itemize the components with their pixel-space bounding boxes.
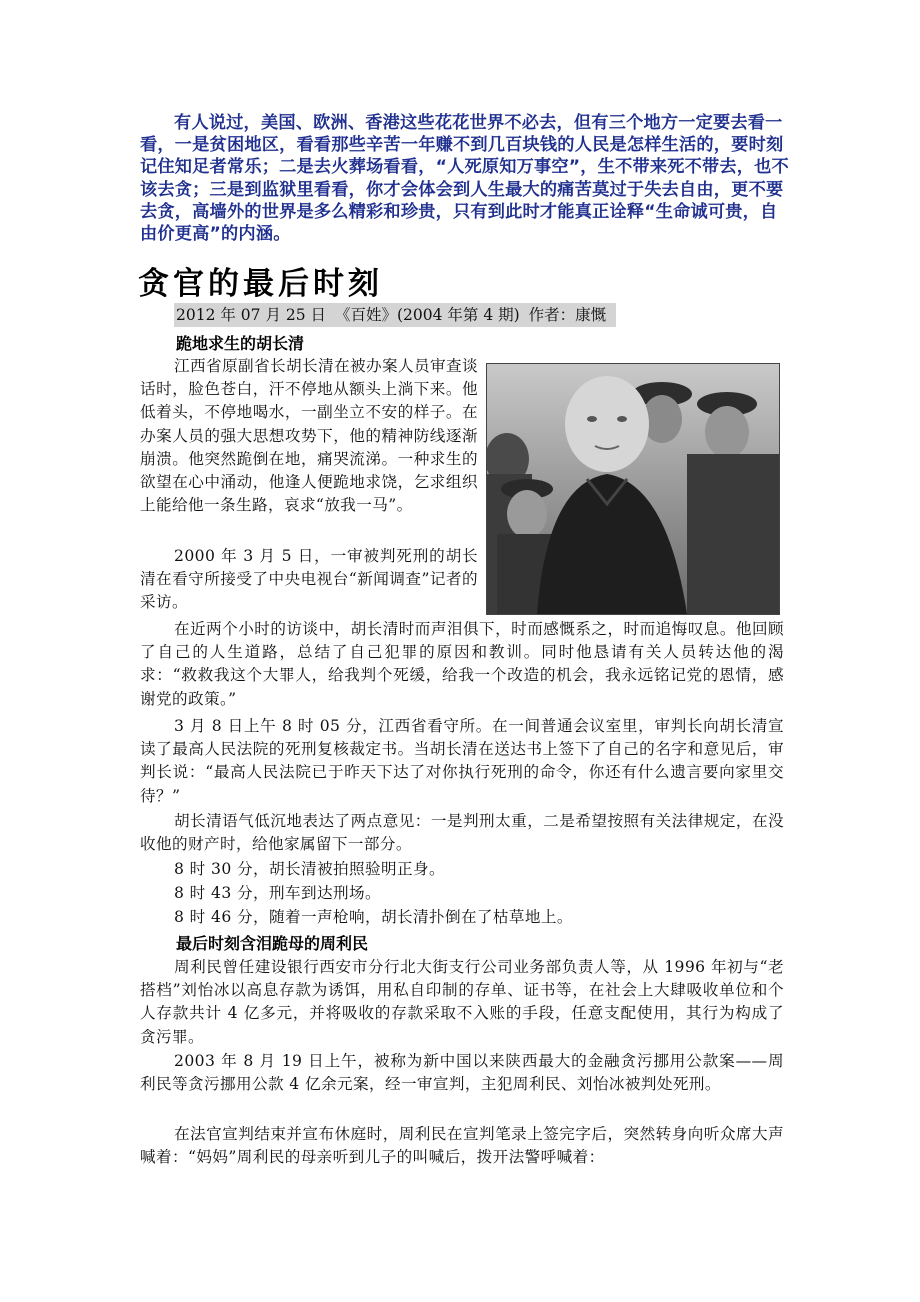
article-source: 《百姓》(2004 年第 4 期)	[334, 306, 520, 324]
paragraph: 8 时 43 分，刑车到达刑场。	[174, 884, 381, 902]
paragraph: 在近两个小时的访谈中，胡长清时而声泪俱下，时而感慨系之，时而追悔叹息。他回顾了自己的人生道路，总结了自己犯罪的原因和教训。同时他恳请有关人员转达他的渴求：“救救我这个大罪人，给我判个死缓，给我一个改造的机会，我永远铭记党的恩情，感谢党的政策。”	[140, 620, 784, 708]
photo-illustration	[487, 364, 779, 614]
paragraph: 江西省原副省长胡长清在被办案人员审查谈话时，脸色苍白，汗不停地从额头上淌下来。他低着头，不停地喝水，一副坐立不安的样子。在办案人员的强大思想攻势下，他的精神防线逐渐崩溃。他突然跪倒在地，痛哭流涕。一种求生的欲望在心中涌动，他逢人便跪地求饶，乞求组织上能给他一条生路，哀求“放我一马”。	[140, 357, 478, 515]
paragraph: 周利民曾任建设银行西安市分行北大街支行公司业务部负责人等，从 1996 年初与“老搭档”刘怡冰以高息存款为诱饵，用私自印制的存单、证书等，在社会上大肆吸收单位和个人存款共计 4 亿多元，并将吸收的存款采取不入账的手段，任意支配使用，其行为构成了贪污罪。	[140, 958, 784, 1046]
article-title: 贪官的最后时刻	[138, 266, 383, 302]
article-date: 2012 年 07 月 25 日	[176, 306, 327, 324]
paragraph: 2003 年 8 月 19 日上午，被称为新中国以来陕西最大的金融贪污挪用公款案——周利民等贪污挪用公款 4 亿余元案，经一审宣判，主犯周利民、刘怡冰被判处死刑。	[140, 1052, 784, 1094]
paragraph: 胡长清语气低沉地表达了两点意见：一是判刑太重，二是希望按照有关法律规定，在没收他的财产时，给他家属留下一部分。	[140, 812, 784, 854]
article-author: 作者：康慨	[528, 306, 607, 324]
section-heading-hu-changqing: 跪地求生的胡长清	[176, 334, 305, 353]
section-heading-zhou-limin: 最后时刻含泪跪母的周利民	[176, 934, 369, 953]
paragraph: 8 时 30 分，胡长清被拍照验明正身。	[174, 860, 445, 878]
intro-paragraph: 有人说过，美国、欧洲、香港这些花花世界不必去，但有三个地方一定要去看一看，一是贫困地区，看看那些辛苦一年赚不到几百块钱的人民是怎样生活的，要时刻记住知足者常乐；二是去火葬场看看，“人死原知万事空”，生不带来死不带去，也不该去贪；三是到监狱里看看，你才会体会到人生最大的痛苦莫过于失去自由，更不要去贪，高墙外的世界是多么精彩和珍贵，只有到此时才能真正诠释“生命诚可贵，自由价更高”的内涵。	[140, 113, 789, 245]
paragraph: 8 时 46 分，随着一声枪响，胡长清扑倒在了枯草地上。	[174, 908, 573, 926]
paragraph: 在法官宣判结束并宣布休庭时，周利民在宣判笔录上签完字后，突然转身向听众席大声喊着：“妈妈”周利民的母亲听到儿子的叫喊后，拨开法警呼喊着：	[140, 1125, 784, 1167]
courtroom-photo	[486, 363, 780, 615]
paragraph: 2000 年 3 月 5 日，一审被判死刑的胡长清在看守所接受了中央电视台“新闻调查”记者的采访。	[140, 547, 478, 612]
paragraph: 3 月 8 日上午 8 时 05 分，江西省看守所。在一间普通会议室里，审判长向胡长清宣读了最高人民法院的死刑复核裁定书。当胡长清在送达书上签下了自己的名字和意见后，审判长说：“最高人民法院已于昨天下达了对你执行死刑的命令，你还有什么遗言要向家里交待？”	[140, 717, 784, 805]
article-meta	[174, 303, 616, 327]
